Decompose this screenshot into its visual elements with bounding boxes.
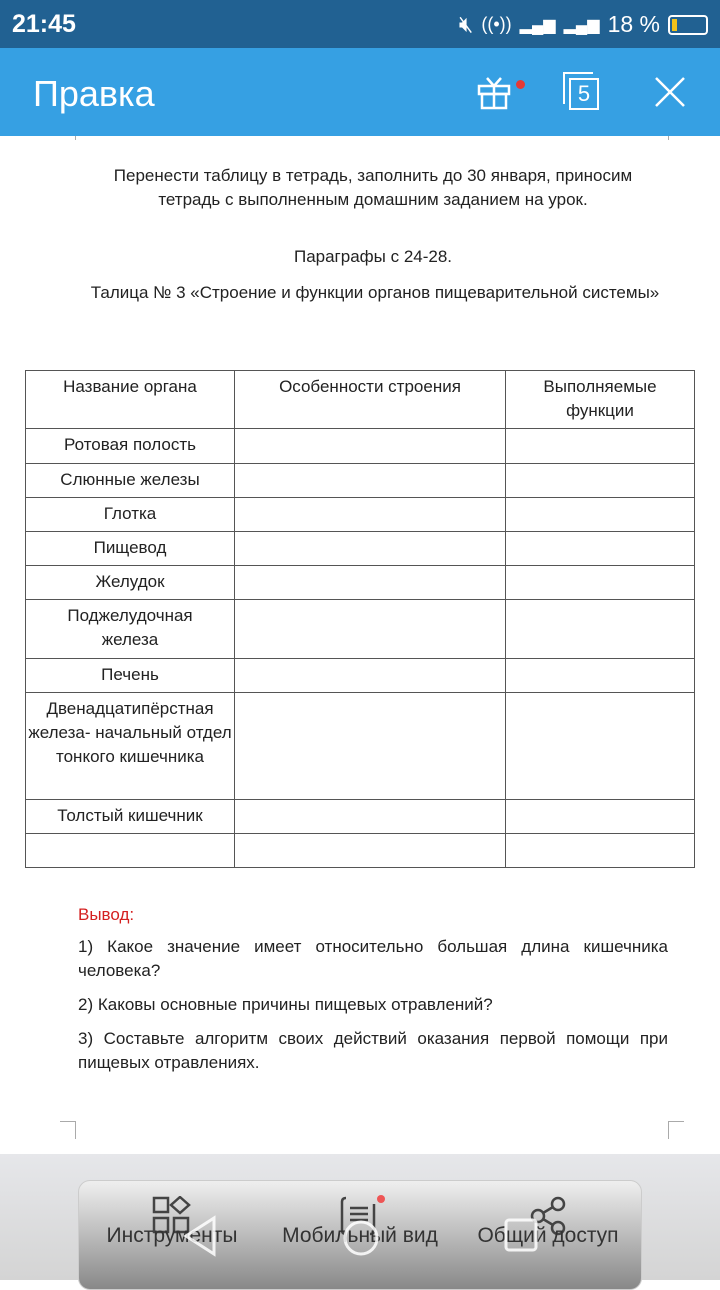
function-cell	[506, 532, 695, 566]
function-cell	[506, 464, 695, 498]
tabs-count: 5	[569, 78, 599, 110]
structure-cell	[235, 600, 506, 659]
home-icon	[345, 1222, 377, 1254]
table-row	[26, 464, 695, 498]
close-icon[interactable]	[652, 72, 688, 112]
table-row	[26, 498, 695, 532]
table-row	[26, 693, 695, 800]
function-cell	[506, 429, 695, 464]
mute-icon: 🔇︎	[458, 11, 474, 37]
organ-cell: Печень	[26, 659, 235, 693]
corner-mark	[668, 136, 684, 140]
structure-cell	[235, 566, 506, 600]
tabs-button[interactable]	[563, 72, 601, 112]
clock: 21:45	[12, 10, 76, 38]
corner-mark	[60, 136, 76, 140]
share-button[interactable]: Общий доступ	[477, 1224, 619, 1247]
table-row	[26, 800, 695, 834]
organ-cell: Толстый кишечник	[26, 800, 235, 834]
bottom-toolbar	[0, 1154, 720, 1280]
organ-cell: Двенадцатипёрстная железа- начальный отдел тонкого кишечника	[26, 693, 235, 800]
column-header: Выполняемые функции	[506, 371, 695, 429]
status-bar	[0, 0, 720, 48]
function-cell	[506, 659, 695, 693]
organ-cell: Желудок	[26, 566, 235, 600]
signal-icon: ▂▄▆	[519, 16, 556, 34]
organ-cell: Ротовая полость	[26, 429, 235, 464]
organ-cell: Поджелудочная железа	[26, 600, 235, 659]
organ-cell	[26, 834, 235, 868]
battery-icon	[668, 15, 708, 35]
structure-cell	[235, 693, 506, 800]
conclusion-label: Вывод:	[78, 905, 135, 924]
organ-cell: Слюнные железы	[26, 464, 235, 498]
table-row	[26, 532, 695, 566]
function-cell	[506, 693, 695, 800]
structure-cell	[235, 429, 506, 464]
notification-dot	[516, 80, 525, 89]
mobile-view-button[interactable]: Мобильный вид	[282, 1224, 438, 1247]
signal-icon-2: ▂▄▆	[563, 16, 600, 34]
corner-mark	[668, 1121, 684, 1139]
table-row	[26, 600, 695, 659]
column-header: Название органа	[26, 371, 235, 429]
table-row	[26, 659, 695, 693]
system-nav-overlay	[180, 1214, 580, 1264]
column-header: Особенности строения	[235, 371, 506, 429]
table-title: Талица № 3 «Строение и функции органов пищеварительной системы»	[90, 283, 660, 302]
organ-cell: Пищевод	[26, 532, 235, 566]
intro-text: Перенести таблицу в тетрадь, заполнить до 30 января, приносим тетрадь с выполненным домашним заданием на урок.	[113, 166, 633, 209]
organs-table	[25, 370, 695, 868]
table-row	[26, 429, 695, 464]
structure-cell	[235, 834, 506, 868]
function-cell	[506, 800, 695, 834]
function-cell	[506, 600, 695, 659]
question-2: 2) Каковы основные причины пищевых отравлений?	[78, 995, 493, 1014]
structure-cell	[235, 659, 506, 693]
function-cell	[506, 566, 695, 600]
corner-mark	[60, 1121, 76, 1139]
app-bar	[0, 48, 720, 136]
table-header-row	[26, 371, 695, 429]
table-row	[26, 566, 695, 600]
structure-cell	[235, 498, 506, 532]
question-1: 1) Какое значение имеет относительно большая длина кишечника человека?	[78, 937, 668, 980]
structure-cell	[235, 800, 506, 834]
question-3: 3) Составьте алгоритм своих действий оказания первой помощи при пищевых отравлениях.	[78, 1029, 668, 1072]
battery-text: 18 %	[607, 11, 660, 37]
table-row	[26, 834, 695, 868]
recents-icon	[506, 1220, 536, 1250]
back-icon	[186, 1218, 214, 1254]
gift-icon[interactable]	[475, 72, 515, 112]
page-title: Правка	[33, 73, 155, 114]
paragraphs-text: Параграфы с 24-28.	[293, 247, 453, 266]
structure-cell	[235, 532, 506, 566]
wifi-icon: ((•))	[481, 14, 512, 34]
structure-cell	[235, 464, 506, 498]
function-cell	[506, 498, 695, 532]
organ-cell: Глотка	[26, 498, 235, 532]
function-cell	[506, 834, 695, 868]
tools-button[interactable]: Инструменты	[106, 1224, 238, 1247]
